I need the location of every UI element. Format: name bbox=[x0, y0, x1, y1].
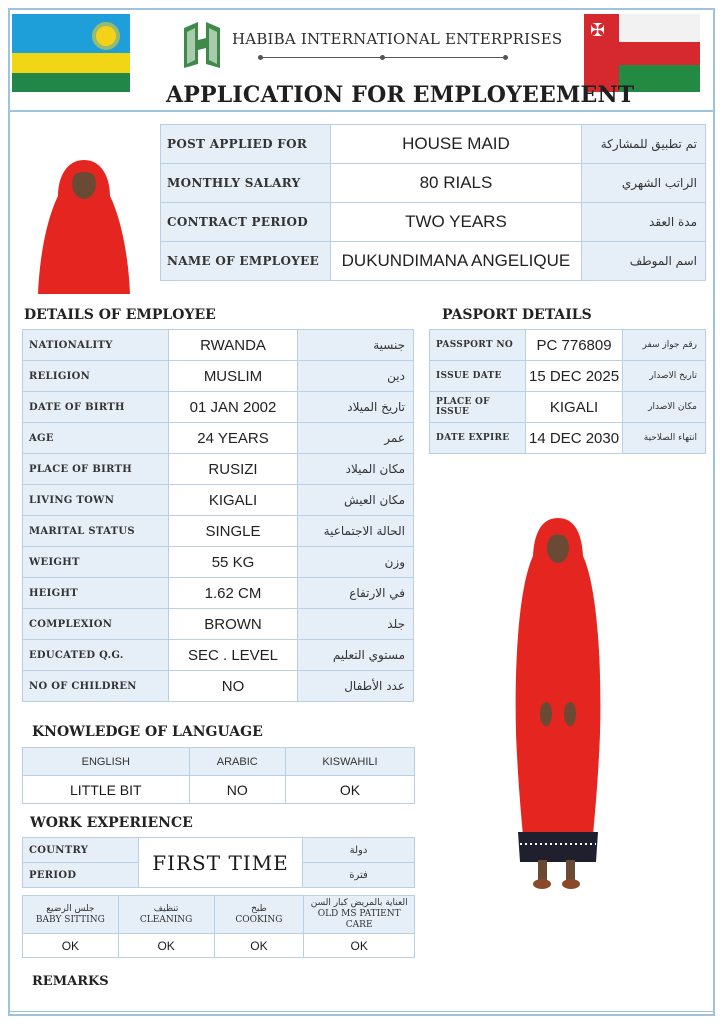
header-divider bbox=[10, 110, 713, 112]
table-row bbox=[23, 640, 414, 671]
passport-title: PASPORT DETAILS bbox=[442, 307, 592, 323]
age-value: 24 YEARS bbox=[168, 423, 298, 454]
table-row bbox=[23, 454, 414, 485]
skill-header-cleaning bbox=[118, 896, 214, 934]
table-row bbox=[23, 361, 414, 392]
skill-arabic: تنظيف bbox=[153, 903, 179, 914]
language-table bbox=[22, 747, 415, 804]
table-row bbox=[430, 392, 706, 423]
skill-label: OLD MS PATIENT CARE bbox=[317, 909, 401, 930]
height-arabic: في الارتفاع bbox=[298, 578, 414, 609]
work-table bbox=[22, 837, 415, 888]
table-row bbox=[23, 671, 414, 702]
table-row bbox=[23, 330, 414, 361]
education-arabic: مستوي التعليم bbox=[298, 640, 414, 671]
cooking-value: OK bbox=[214, 934, 304, 958]
children-arabic: عدد الأطفال bbox=[298, 671, 414, 702]
issue-place-label: PLACE OF ISSUE bbox=[430, 392, 526, 423]
issue-place-arabic: مكان الاصدار bbox=[623, 392, 706, 423]
skill-arabic: طبخ bbox=[251, 903, 267, 914]
education-label: EDUCATED Q.G. bbox=[23, 640, 169, 671]
table-row bbox=[23, 547, 414, 578]
marital-arabic: الحالة الاجتماعية bbox=[298, 516, 414, 547]
skill-label: CLEANING bbox=[139, 914, 193, 925]
issue-date-label: ISSUE DATE bbox=[430, 361, 526, 392]
period-arabic: فترة bbox=[303, 863, 415, 888]
salary-value: 80 RIALS bbox=[330, 164, 582, 203]
name-value: DUKUNDIMANA ANGELIQUE bbox=[330, 242, 582, 281]
nationality-label: NATIONALITY bbox=[23, 330, 169, 361]
dob-label: DATE OF BIRTH bbox=[23, 392, 169, 423]
contract-label: CONTRACT PERIOD bbox=[161, 203, 331, 242]
post-arabic: تم تطبيق للمشاركة bbox=[582, 125, 706, 164]
name-label: NAME OF EMPLOYEE bbox=[161, 242, 331, 281]
issue-date-arabic: تاريخ الاصدار bbox=[623, 361, 706, 392]
complexion-value: BROWN bbox=[168, 609, 298, 640]
table-row bbox=[161, 203, 706, 242]
town-arabic: مكان العيش bbox=[298, 485, 414, 516]
marital-label: MARITAL STATUS bbox=[23, 516, 169, 547]
expire-arabic: انتهاء الصلاحية bbox=[623, 423, 706, 454]
nationality-value: RWANDA bbox=[168, 330, 298, 361]
dob-value: 01 JAN 2002 bbox=[168, 392, 298, 423]
table-row bbox=[430, 330, 706, 361]
religion-arabic: دين bbox=[298, 361, 414, 392]
skill-arabic: العناية بالمريض كبار السن bbox=[310, 898, 408, 908]
employee-portrait bbox=[36, 154, 132, 294]
english-value: LITTLE BIT bbox=[23, 776, 190, 804]
complexion-label: COMPLEXION bbox=[23, 609, 169, 640]
table-row bbox=[23, 392, 414, 423]
cleaning-value: OK bbox=[118, 934, 214, 958]
marital-value: SINGLE bbox=[168, 516, 298, 547]
oman-flag: ✠ bbox=[584, 14, 700, 92]
country-arabic: دولة bbox=[303, 838, 415, 863]
application-table bbox=[160, 124, 706, 281]
details-table bbox=[22, 329, 414, 702]
passport-no-arabic: رقم جواز سفر bbox=[623, 330, 706, 361]
care-value: OK bbox=[304, 934, 415, 958]
post-label: POST APPLIED FOR bbox=[161, 125, 331, 164]
dob-arabic: تاريخ الميلاد bbox=[298, 392, 414, 423]
religion-label: RELIGION bbox=[23, 361, 169, 392]
skills-table bbox=[22, 895, 415, 958]
table-row bbox=[23, 896, 415, 934]
language-title: KNOWLEDGE OF LANGUAGE bbox=[32, 724, 263, 740]
period-label: PERIOD bbox=[23, 863, 139, 888]
weight-label: WEIGHT bbox=[23, 547, 169, 578]
education-value: SEC . LEVEL bbox=[168, 640, 298, 671]
issue-place-value: KIGALI bbox=[525, 392, 623, 423]
work-title: WORK EXPERIENCE bbox=[30, 815, 193, 831]
table-row bbox=[161, 125, 706, 164]
table-row bbox=[23, 423, 414, 454]
post-value: HOUSE MAID bbox=[330, 125, 582, 164]
company-ornament bbox=[258, 55, 508, 61]
skill-label: COOKING bbox=[235, 914, 283, 925]
name-arabic: اسم الموطف bbox=[582, 242, 706, 281]
footer-divider bbox=[10, 1011, 713, 1012]
employee-full-photo bbox=[508, 514, 608, 892]
weight-arabic: وزن bbox=[298, 547, 414, 578]
town-label: LIVING TOWN bbox=[23, 485, 169, 516]
arabic-value: NO bbox=[189, 776, 285, 804]
age-label: AGE bbox=[23, 423, 169, 454]
height-value: 1.62 CM bbox=[168, 578, 298, 609]
salary-arabic: الراتب الشهري bbox=[582, 164, 706, 203]
company-name: HABIBA INTERNATIONAL ENTERPRISES bbox=[232, 30, 563, 48]
table-row bbox=[23, 748, 415, 776]
issue-date-value: 15 DEC 2025 bbox=[525, 361, 623, 392]
table-row bbox=[23, 516, 414, 547]
work-value: FIRST TIME bbox=[139, 838, 303, 888]
hie-logo bbox=[178, 18, 226, 70]
kiswahili-header: KISWAHILI bbox=[285, 748, 414, 776]
salary-label: MONTHLY SALARY bbox=[161, 164, 331, 203]
table-row bbox=[161, 164, 706, 203]
nationality-arabic: جنسية bbox=[298, 330, 414, 361]
table-row bbox=[23, 776, 415, 804]
complexion-arabic: جلد bbox=[298, 609, 414, 640]
skill-header-cooking bbox=[214, 896, 304, 934]
expire-value: 14 DEC 2030 bbox=[525, 423, 623, 454]
table-row bbox=[23, 609, 414, 640]
table-row bbox=[430, 361, 706, 392]
children-label: NO OF CHILDREN bbox=[23, 671, 169, 702]
remarks-title: REMARKS bbox=[32, 974, 109, 989]
table-row bbox=[23, 838, 415, 863]
weight-value: 55 KG bbox=[168, 547, 298, 578]
details-title: DETAILS OF EMPLOYEE bbox=[24, 307, 216, 323]
rwanda-flag bbox=[12, 14, 130, 92]
table-row bbox=[23, 934, 415, 958]
page-title: APPLICATION FOR EMPLOYEEMENT bbox=[166, 82, 635, 108]
english-header: ENGLISH bbox=[23, 748, 190, 776]
skill-header-care bbox=[304, 896, 415, 934]
age-arabic: عمر bbox=[298, 423, 414, 454]
skill-arabic: جلس الرضيع bbox=[46, 903, 95, 914]
arabic-header: ARABIC bbox=[189, 748, 285, 776]
kiswahili-value: OK bbox=[285, 776, 414, 804]
passport-table bbox=[429, 329, 706, 454]
religion-value: MUSLIM bbox=[168, 361, 298, 392]
table-row bbox=[23, 578, 414, 609]
children-value: NO bbox=[168, 671, 298, 702]
contract-arabic: مدة العقد bbox=[582, 203, 706, 242]
birthplace-label: PLACE OF BIRTH bbox=[23, 454, 169, 485]
expire-label: DATE EXPIRE bbox=[430, 423, 526, 454]
baby-value: OK bbox=[23, 934, 119, 958]
skill-label: BABY SITTING bbox=[35, 914, 105, 925]
contract-value: TWO YEARS bbox=[330, 203, 582, 242]
table-row bbox=[161, 242, 706, 281]
birthplace-arabic: مكان الميلاد bbox=[298, 454, 414, 485]
table-row bbox=[23, 485, 414, 516]
table-row bbox=[430, 423, 706, 454]
height-label: HEIGHT bbox=[23, 578, 169, 609]
country-label: COUNTRY bbox=[23, 838, 139, 863]
skill-header-baby bbox=[23, 896, 119, 934]
passport-no-value: PC 776809 bbox=[525, 330, 623, 361]
passport-no-label: PASSPORT NO bbox=[430, 330, 526, 361]
birthplace-value: RUSIZI bbox=[168, 454, 298, 485]
town-value: KIGALI bbox=[168, 485, 298, 516]
